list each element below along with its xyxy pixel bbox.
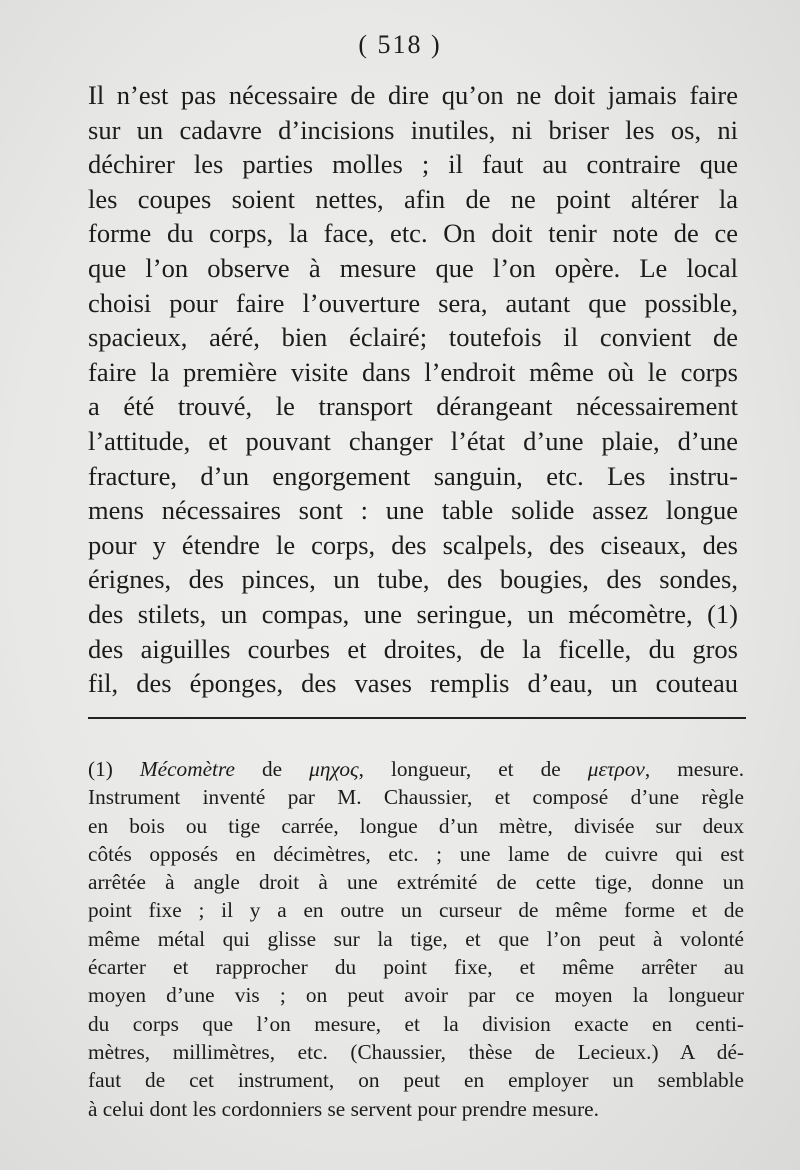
body-line: que l’on observe à mesure que l’on opère. Le local xyxy=(88,252,738,283)
body-line: l’attitude, et pouvant changer l’état d’une plaie, d’une xyxy=(88,425,738,456)
body-line: fracture, d’un engorgement sanguin, etc. Les instru- xyxy=(88,460,738,491)
footnote-term: Mécomètre xyxy=(139,757,235,781)
body-line: forme du corps, la face, etc. On doit tenir note de ce xyxy=(88,218,738,249)
body-line: déchirer les parties molles ; il faut au contraire que xyxy=(88,149,738,180)
footnote-line: côtés opposés en décimètres, etc. ; une lame de cuivre qui est xyxy=(88,841,744,866)
footnote-end: , mesure. xyxy=(644,757,745,781)
page-number: ( 518 ) xyxy=(358,30,442,59)
footnote-separator-rule xyxy=(88,717,746,719)
footnote-line: faut de cet instrument, on peut en employer un semblable xyxy=(88,1068,744,1093)
footnote-line: écarter et rapprocher du point fixe, et même arrêter au xyxy=(88,955,744,980)
footnote-marker: (1) xyxy=(88,757,113,781)
body-line: sur un cadavre d’incisions inutiles, ni briser les os, ni xyxy=(88,114,738,145)
body-line: choisi pour faire l’ouverture sera, autant que possible, xyxy=(88,287,738,318)
footnote-line: arrêtée à angle droit à une extrémité de cette tige, donne un xyxy=(88,870,744,895)
body-line: faire la première visite dans l’endroit même où le corps xyxy=(88,356,738,387)
body-line: spacieux, aéré, bien éclairé; toutefois il convient de xyxy=(88,322,738,353)
body-line: a été trouvé, le transport dérangeant nécessairement xyxy=(88,391,738,422)
body-line: des aiguilles courbes et droites, de la ficelle, du gros xyxy=(88,633,738,664)
body-line: pour y étendre le corps, des scalpels, des ciseaux, des xyxy=(88,529,738,560)
footnote-line: mètres, millimètres, etc. (Chaussier, thèse de Lecieux.) A dé- xyxy=(88,1039,744,1064)
footnote-first-line xyxy=(88,755,744,783)
footnote-de: de xyxy=(261,757,283,781)
body-line: mens nécessaires sont : une table solide assez longue xyxy=(88,495,738,526)
body-line: des stilets, un compas, une seringue, un mécomètre, (1) xyxy=(88,598,738,629)
footnote-block xyxy=(88,755,744,1123)
body-line: érignes, des pinces, un tube, des bougies, des sondes, xyxy=(88,564,738,595)
footnote-line: en bois ou tige carrée, longue d’un mètre, divisée sur deux xyxy=(88,813,744,838)
footnote-line: à celui dont les cordonniers se servent pour prendre mesure. xyxy=(88,1096,599,1121)
body-line: les coupes soient nettes, afin de ne point altérer la xyxy=(88,183,738,214)
main-text-block xyxy=(88,78,738,701)
footnote-line: du corps que l’on mesure, et la division exacte en centi- xyxy=(88,1011,744,1036)
footnote-line: même métal qui glisse sur la tige, et que l’on peut à volonté xyxy=(88,926,744,951)
footnote-line: Instrument inventé par M. Chaussier, et composé d’une règle xyxy=(88,785,744,810)
body-line: Il n’est pas nécessaire de dire qu’on ne doit jamais faire xyxy=(88,80,738,110)
footnote-line: point fixe ; il y a en outre un curseur de même forme et de xyxy=(88,898,744,923)
footnote-greek-length: μηχος xyxy=(309,757,359,781)
footnote-mid: , longueur, et de xyxy=(358,757,561,781)
footnote-greek-measure: μετρον xyxy=(587,757,645,781)
footnote-line: moyen d’une vis ; on peut avoir par ce moyen la longueur xyxy=(88,983,744,1008)
body-line: fil, des éponges, des vases remplis d’eau, un couteau xyxy=(88,668,738,699)
